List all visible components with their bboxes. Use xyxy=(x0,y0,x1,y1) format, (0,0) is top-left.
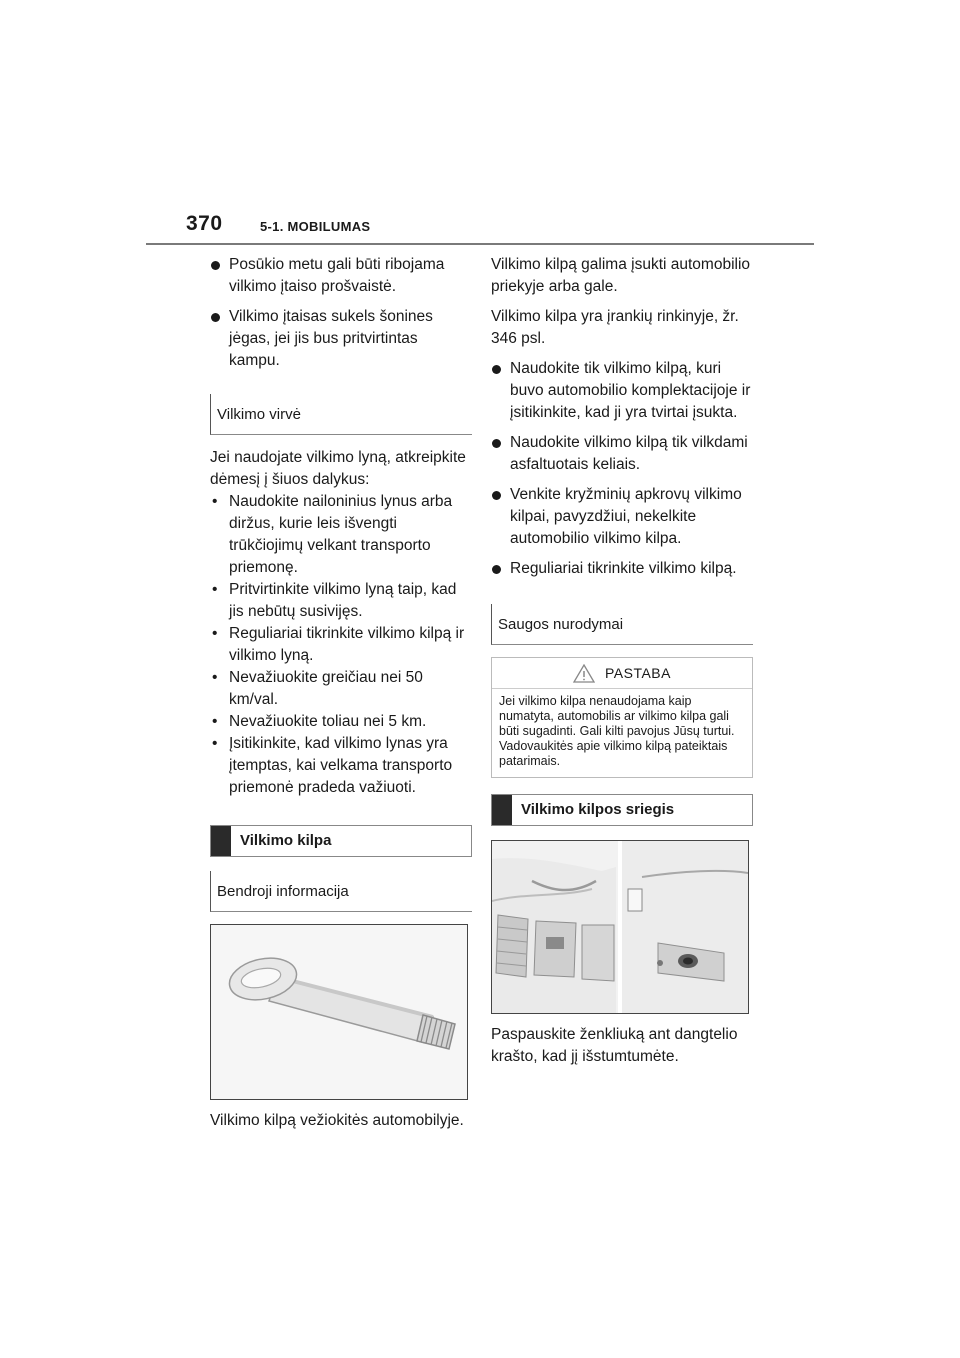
bumper-illustration xyxy=(492,841,748,1013)
page-header xyxy=(186,212,814,246)
list-item: Venkite kryžminių apkrovų vilkimo kilpai, pavyzdžiui, nekelkite automobilio vilkimo kilpa. xyxy=(491,484,753,550)
general-info-heading: Bendroji informacija xyxy=(210,871,472,912)
notice-title: PASTABA xyxy=(604,665,671,681)
notice-text: Jei vilkimo kilpa nenaudojama kaip numatyta, automobilis ar vilkimo kilpa gali būti sugadinti. Gali kilti pavojus Jūsų turtui. Vadovaukitės apie vilkimo kilpą pateiktais patarimais. xyxy=(499,694,735,768)
loop-figure-caption: Vilkimo kilpą vežiokitės automobilyje. xyxy=(210,1112,464,1129)
list-item: • Pritvirtinkite vilkimo lyną taip, kad jis nebūtų susivijęs. xyxy=(210,579,472,623)
paragraph: Vilkimo kilpą galima įsukti automobilio priekyje arba gale. xyxy=(491,256,751,295)
loop-heading-text: Vilkimo kilpa xyxy=(240,832,332,849)
towing-eye-image xyxy=(210,924,468,1100)
notice-box xyxy=(491,657,753,778)
towing-eye-illustration xyxy=(211,925,467,1099)
thread-figure-caption: Paspauskite ženkliuką ant dangtelio krašto, kad jį išstumtumėte. xyxy=(491,1026,738,1065)
rope-heading: Vilkimo virvė xyxy=(210,394,472,435)
paragraph: Vilkimo kilpa yra įrankių rinkinyje, žr. 346 psl. xyxy=(491,308,739,347)
list-item: Posūkio metu gali būti ribojama vilkimo įtaiso prošvaistė. xyxy=(210,254,472,298)
header-divider xyxy=(146,243,814,245)
rope-intro: Jei naudojate vilkimo lyną, atkreipkite dėmesį į šiuos dalykus: xyxy=(210,449,466,488)
right-column xyxy=(491,254,753,1068)
heading-marker xyxy=(492,795,512,825)
page-number: 370 xyxy=(186,212,223,235)
list-item: • Naudokite nailoninius lynus arba diržus, kurie leis išvengti trūkčiojimų velkant transporto priemonę. xyxy=(210,491,472,579)
loop-section-heading xyxy=(210,825,472,857)
heading-marker xyxy=(211,826,231,856)
notice-header xyxy=(492,658,752,689)
bumper-cover-image xyxy=(491,840,749,1014)
rope-list xyxy=(210,491,472,799)
thread-section-heading xyxy=(491,794,753,826)
list-item: • Reguliariai tikrinkite vilkimo kilpą ir vilkimo lyną. xyxy=(210,623,472,667)
section-title: 5-1. MOBILUMAS xyxy=(260,219,371,234)
list-item: Naudokite vilkimo kilpą tik vilkdami asfaltuotais keliais. xyxy=(491,432,753,476)
list-item: Vilkimo įtaisas sukels šonines jėgas, jei jis bus pritvirtintas kampu. xyxy=(210,306,472,372)
list-item: Naudokite tik vilkimo kilpą, kuri buvo automobilio komplektacijoje ir įsitikinkite, kad ji yra tvirtai įsukta. xyxy=(491,358,753,424)
thread-heading-text: Vilkimo kilpos sriegis xyxy=(521,801,675,818)
left-column xyxy=(210,254,472,1132)
list-item: • Nevažiuokite greičiau nei 50 km/val. xyxy=(210,667,472,711)
list-item: Reguliariai tikrinkite vilkimo kilpą. xyxy=(491,558,753,580)
warning-triangle-icon xyxy=(573,664,595,683)
safety-heading: Saugos nurodymai xyxy=(491,604,753,645)
list-item: • Nevažiuokite toliau nei 5 km. xyxy=(210,711,472,733)
list-item: • Įsitikinkite, kad vilkimo lynas yra įtemptas, kai velkama transporto priemonė pradeda važiuoti. xyxy=(210,733,472,799)
